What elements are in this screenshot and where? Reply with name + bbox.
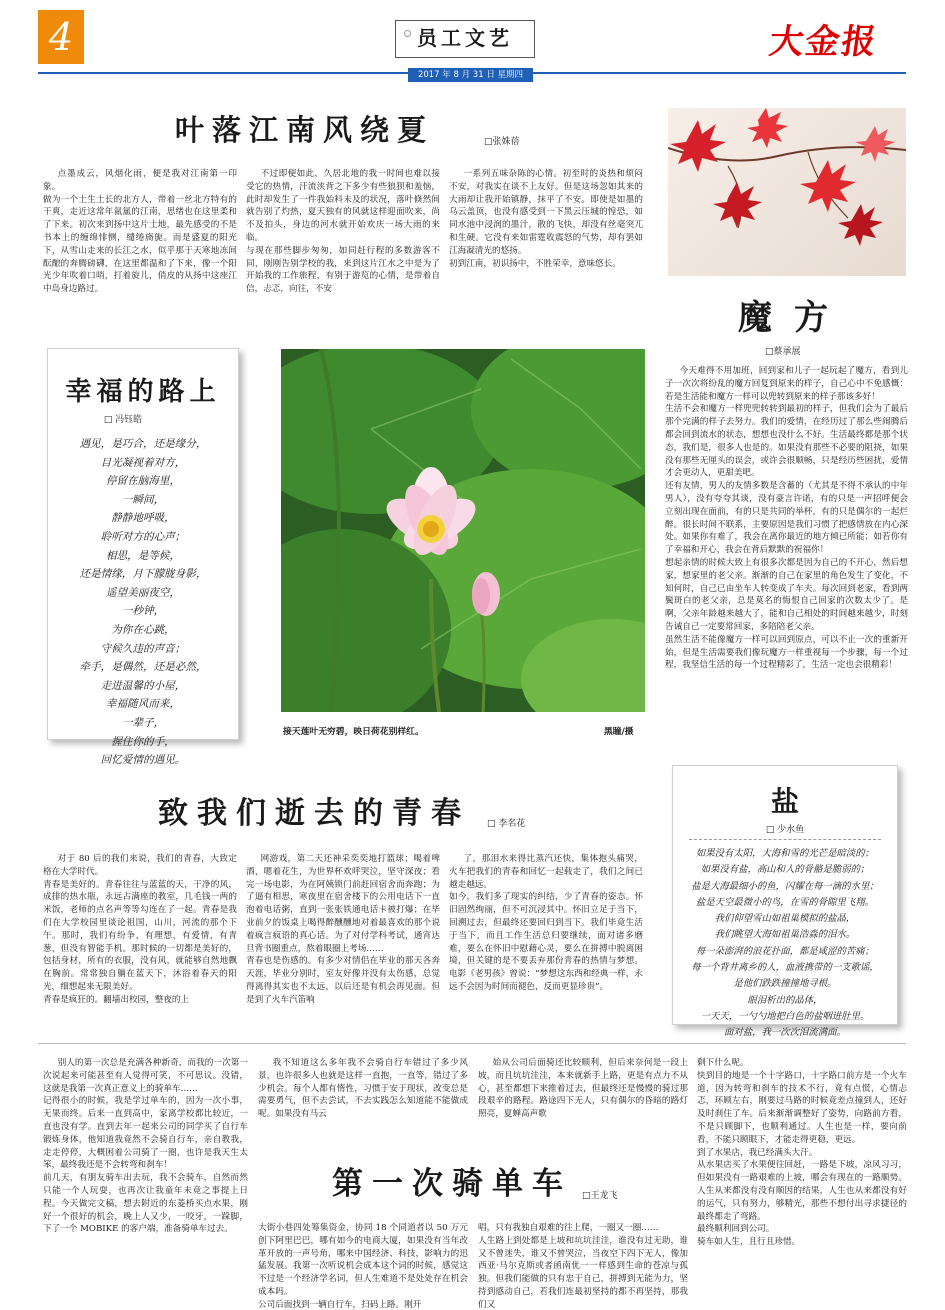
mofang-title: 魔方 [738, 298, 850, 338]
jiangnan-column-2: 不过即便如此，久居北地的我一时间也难以接受它的热情，汗流浃背之下多少有些狼狈和羞恼，此时却发生了一件我始料未及的状况，落叶倏然间就告别了灼热，夏天独有的风就这样迎面吹来，尚不及拍头，身边的河水就开始欢庆一场大雨的来临。 与现在那些脚步匆匆，如同赶行程的多数游客不同，刚刚告别学校的我，来到这片江水之中是为了开始我的工作旅程，有别于游览的心情，是带着自信，忐忑，向往，不安 [246, 169, 440, 295]
mofang-body: 今天难得不用加班，回到家和儿子一起玩起了魔方，看到儿子一次次将纷乱的魔方回复到原来的样子，自己心中不免感慨：若是生活能和魔方一样可以兜转到原来的样子那该多好！ 生活不会和魔方一样兜兜转转到最初的样子，但我们会为了最后那个完满的样子去努力。我们的爱情，在经历过了那么些闹腾后都会回到流水的状态，想想也没什么不好。生活最终都是那个状态，我们是，很多人也是的。如果没有那些不必要的阻挠，如果没有那些无厘头的误会，或许会很顺畅，只是经历些困扰，爱情才会更动人，更甜美吧。 还有友情，男人的友情多数是含蓄的（尤其是不得不承认的中年男人），没有夸夸其谈，没有豪言许诺，有的只是一声招呼便会立刻出现在面前，有的只是共同的举杯，有的只是偶尔的一起烂醉。很长时间不联系，主要原因是我们习惯了把感情放在内心深处。如果你有难了，我会在离你最近的地方倾已所能；如若你有了幸福和开心，我会在背后默默的祝福你！ 想起亲情的时候大致上有很多次都是因为自己的不开心，然后想家，想家里的老父亲。渐渐的自己在家里的角色发生了变化，不知何时，自己已由坐车人转变成了车夫。每次回到老家，看到两鬓斑白的老父亲，总是莫名的悔恨自己回家的次数太少了。是啊，父亲年龄越来越大了，能和自己相处的时间越来越少，时刻告诫自己一定要常回家，多陪陪老父亲。 虽然生活不能像魔方一样可以回到原点，可以不止一次的重新开始，但是生活需要我们像玩魔方一样重视每一个步骤，每一个过程，我坚信生活的每一个过程精彩了，生活一定也会很精彩！ [665, 366, 908, 671]
column-name: 员工文艺 [395, 20, 535, 58]
poem-line: 幸福随风而来， [105, 698, 181, 711]
poem-line: 还是情缘，月下朦胧身影， [79, 568, 207, 581]
qingchun-column-2: 网游戏，第二天还神采奕奕地打篮球；喝着啤酒，嗯着花生，为世界杯欢呼哭泣，坚守深夜；看完一场电影，为在阿姨锁门前赶回宿舍而奔跑；为了逼有相思，寒夜里在宿舍楼下的公用电话下一直泡着电话粥，直到一张张铁通电话卡被打爆；在毕业前夕的饭桌上喝得醉醺醺地对着最喜欢的那个说着疯言疯语的真心话。为了对付学科考试，通宵达旦背书圈重点，熬着眼圈上考场…… 青春也是伤感的。有多少对情侣在毕业的那天各奔天涯，毕业分别时，室友好像并没有太伤感，总觉得离得其实也不太远，以后还是有机会再见面。但是到了火车汽笛响 [246, 854, 440, 1005]
poem-line: 一秒钟， [121, 605, 165, 618]
poem-line: 如果没有太阳，大海和雪的光芒是暗淡的； [695, 848, 875, 859]
poem-line: 盐是天空最微小的鸟，在雪的骨隙里飞翔。 [695, 896, 875, 908]
poem-line: 每一朵澎湃的浪花扑面，都是咸涩的苦痛； [695, 945, 875, 957]
yan-divider [689, 839, 881, 840]
yan-poem-lines [673, 846, 897, 1042]
danche-column-4: 剩下什么呢。 快到目的地是一个十字路口，十字路口前方是一个火车道，因为转弯和刹车的技术不行，竟有点慌，心情忐忑，环顾左右，刚要过马路的时候竟差点撞到人，还好及时刹住了车。后来渐渐调整好了姿势，向路前方看，不是只顾脚下，也顺利通过。人生也是一样，要向前看，不能只顾眼下，才能走得更稳，更远。 到了水果店，我已经满头大汗。 从水果店买了水果便往回赶，一路是下坡，凉风习习，但如果没有一路艰难的上坡，哪会有现在的一路顺势。人生从来都没有没有顺因的结果，人生也从来都没有好的运气，只有努力，够精光，那些不想付出寻求捷径的最终都走了弯路。 最终顺利回到公司。 骑车如人生，且行且珍惜。 [697, 1058, 907, 1248]
xingfu-title: 幸福的路上 [65, 377, 221, 407]
poem-line: 聆听对方的心声； [100, 530, 186, 543]
photo-caption: 接天莲叶无穷碧，映日荷花别样红。 [283, 727, 424, 737]
maple-leaves-illustration [668, 108, 906, 276]
maple-leaves-image [668, 108, 906, 276]
poem-line: 我们仰望雪山如祖巢模拟的盐晶， [714, 913, 856, 925]
poem-line: 是他们跌跌撞撞地寻根。 [733, 978, 837, 990]
poem-line: 面对盐，我一次次泪流满面。 [724, 1027, 846, 1039]
section-divider [38, 1043, 906, 1044]
poem-line: 目光凝视着对方， [100, 456, 186, 469]
poem-line: 走进温馨的小屋， [100, 679, 186, 692]
qingchun-column-3: 了，那泪水来得比蒸汽还快，集体抱头痛哭，火车把我们的青春和回忆一起载走了，我们之间已越走越远。 如今，我们多了现实的纠结，少了青春的姿态。怀旧固然绚丽，但不可沉浸其中。怀旧立足于当下，回溯过去，但最终还要回归到当下。我们毕竟生活于当下，而且工作生活总归要继续，面对诸多磨难，要么在怀旧中慰藉心灵，要么在拼搏中脱离困境，但关键的是不要丢弃那份青春的热情与梦想。电影《老男孩》曾说：“梦想这东西和经典一样，永远不会因为时间而褪色，反而更显珍贵”。 [449, 854, 643, 992]
poem-line: 握住你的手， [111, 735, 175, 748]
xingfu-poem-lines [48, 435, 238, 770]
poem-line: 遇见，是巧合，还是缘分， [79, 438, 207, 450]
poem-line: 一瞬间， [121, 493, 165, 506]
qingchun-column-1: 对于 80 后的我们来说，我们的青春，大致定格在大学时代。 青春是美好的。青春往往与蓝蓝的天，干净的风，成排的热水瓶，永远占满座的教室，几毛钱一两的米饭，老师的点名声等等勾连在了一起。青春是我们在大学校园里谈论祖国，山川，河流的那个下午。那时，我们有纷争，有理想，有爱情，有青葱，但没有智能手机。那时候的一切都是美好的，包括身材，所有的衣服，没有风，就能够自然地飘在胸前。常常独自躺在蓝天下，沐浴着春天的阳光，细想起来无限美好。 青春是疯狂的。翻墙出校园，整夜的上 [43, 854, 237, 1005]
poem-line: 遥望美丽夜空， [105, 586, 181, 599]
qingchun-title: 致我们逝去的青春 [158, 796, 470, 831]
poem-line: 相思，是等候， [105, 549, 181, 562]
danche-title: 第一次骑单车 [332, 1166, 572, 1202]
poem-line: 为你在心跳， [111, 623, 175, 636]
poem-line: 牵手，是偶然，还是必然， [79, 661, 207, 674]
jiangnan-title: 叶落江南风绕夏 [175, 113, 435, 147]
poem-line: 一天天，一勺勺地把白色的盐咽进肚里。 [700, 1010, 870, 1022]
danche-column-2b: 大街小巷四处筹集资金，协同 18 个同道者以 50 万元创下阿里巴巴，哪有如今的电商大厦，如果没有当年改革开放的一声号角，哪来中国经济、科技，影响力的迅猛发展。我第一次听说机会成本这个词的时候，感觉这不过是一个经济学名词，但人生难道不是处处存在机会成本吗。 公司后面找到一辆自行车，扫码上路。刚开 [258, 1223, 468, 1310]
lotus-illustration [281, 349, 645, 712]
yan-author: □ 少水鱼 [765, 825, 805, 835]
poem-line: 每一个背井离乡的人，血液携带的一支歌谣， [691, 962, 879, 974]
lotus-photo [281, 349, 645, 712]
poem-line: 静静地呼吸， [111, 512, 175, 525]
xingfu-author: □ 冯钰皓 [103, 415, 143, 425]
danche-column-1: 别人的第一次总是充满各种新奇，而我的一次第一次说起来可能甚至有人觉得可笑，不可思议。没错，这就是我第一次真正意义上的骑单车…… 记得很小的时候，我是学过单车的，因为一次小事，无果而终。后来一直到高中，家离学校都比较近，一直也没有学。直到去年一起来公司的同学买了自行车锻炼身体，他知道我竟然不会骑自行车，亲自教我，走走停停，大概困着公司骑了一圈，也许是我天生太笨，最终我还是不会转弯和刹车！ 前几天，有朋友骑车出去玩，我不会骑车，自然而然只能一个人玩耍，也再次让我童年未竟之事提上日程。今天做完文稿，想去附近的东菱桥买点水果，刚好一个很好的机会，晚上人又少，一咬牙，一跺脚，下了一个 MOBIKE 的客户端，准备骑单车过去。 [43, 1058, 248, 1235]
issue-date: 2017 年 8 月 31 日 星期四 [408, 68, 533, 82]
jiangnan-column-3: 一系列五味杂陈的心情。初至时的炎热和烦闷不安，对我实在谈不上友好。但是这场忽如其来的大雨却让我开始镇静，抹平了不安。即使是如墨的乌云盖顶，也没有感受到一下黑云压城的惶恐，如同水池中浸润的墨汁，散的飞快，却没有丝毫突兀和生硬。它没有来如雷霆收震怒的气势，却有罢如江海凝清光的悠扬。 初到江南，初识扬中，不胜荣幸，意味悠长。 [449, 169, 643, 269]
danche-column-3: 始从公司后面骑还比较顺利，但后来奈何是一段上坡，而且坑坑洼洼，本来就新手上路，更是有点力不从心，甚至都想下来推着过去，但最终还是慢慢的骑过那段艰辛的路程。路途四下无人，只有偶尔的昏暗的路灯照亮，夏蝉高声歌 [478, 1058, 688, 1120]
danche-column-2: 我不知道这么多年我不会骑自行车错过了多少风景，也许很多人也就是这样一直抱，一直等，错过了多少机会。每个人都有惰性，习惯于安于现状，改变总是需要勇气，但不去尝试，不去实践怎么知道能不能做成呢。如果没有马云 [258, 1058, 468, 1120]
newspaper-logo: 大金报 [766, 22, 881, 62]
xingfu-poem-card [47, 348, 239, 767]
photo-credit: 黑瞳/摄 [604, 727, 634, 737]
poem-line: 如果没有盐，高山和人的骨骼是脆弱的； [700, 864, 870, 876]
poem-line: 盐是大海最细小的鱼，闪耀在每一滴的水里； [691, 880, 879, 892]
poem-line: 我们眺望大海如祖巢浩淼的泪水。 [714, 929, 856, 941]
yan-title: 盐 [770, 785, 799, 818]
danche-column-3b: 唱，只有我独自艰难的往上爬，一圈又一圈…… 人生路上到处都是上坡和坑坑洼洼，谁没有过无助，谁又不曾迷失，谁又不曾哭泣，当夜空下四下无人，像加西亚·马尔克斯或者函南优一一样感到生命的苍凉与孤独。但我们能做的只有忠于自己，拼搏到无能为力，坚持到感动自己，若我们连最初坚持的都不再坚持，那我们又 [478, 1223, 688, 1310]
danche-author: □王龙飞 [582, 1191, 618, 1201]
poem-line: 守候久违的声音； [100, 642, 186, 655]
poem-line: 眼泪析出的晶体， [747, 994, 823, 1006]
jiangnan-author: □张姝蓓 [484, 137, 520, 147]
page-number: 4 [38, 10, 84, 64]
yan-poem-card [672, 765, 898, 1039]
jiangnan-column-1: 点墨成云，风烟化雨，便是我对江南第一印象。 做为一个土生土长的北方人，带着一丝北方特有的干爽，走近这常年氤氲的江南，思绪也在这里柔和了下来。初次来到扬中这片土地，最先感受的不是书本上的缠绵悱恻，缱绻旖旎。而是盛夏的阳光下，从雪山走来的长江之水，似乎那于天寒地冻间酝酿的奔腾磅礴，在这里都温和了下来，像一个阳光少年吹着口哨，打着旋儿，俏皮的从扬中这座江中岛身边路过。 [43, 169, 237, 295]
poem-line: 停留在脑海里， [105, 475, 181, 488]
qingchun-author: □ 李名花 [487, 819, 526, 829]
poem-line: 回忆爱情的遇见。 [100, 754, 186, 767]
poem-line: 一辈子， [121, 716, 165, 729]
mofang-author: □蔡承展 [765, 347, 801, 357]
